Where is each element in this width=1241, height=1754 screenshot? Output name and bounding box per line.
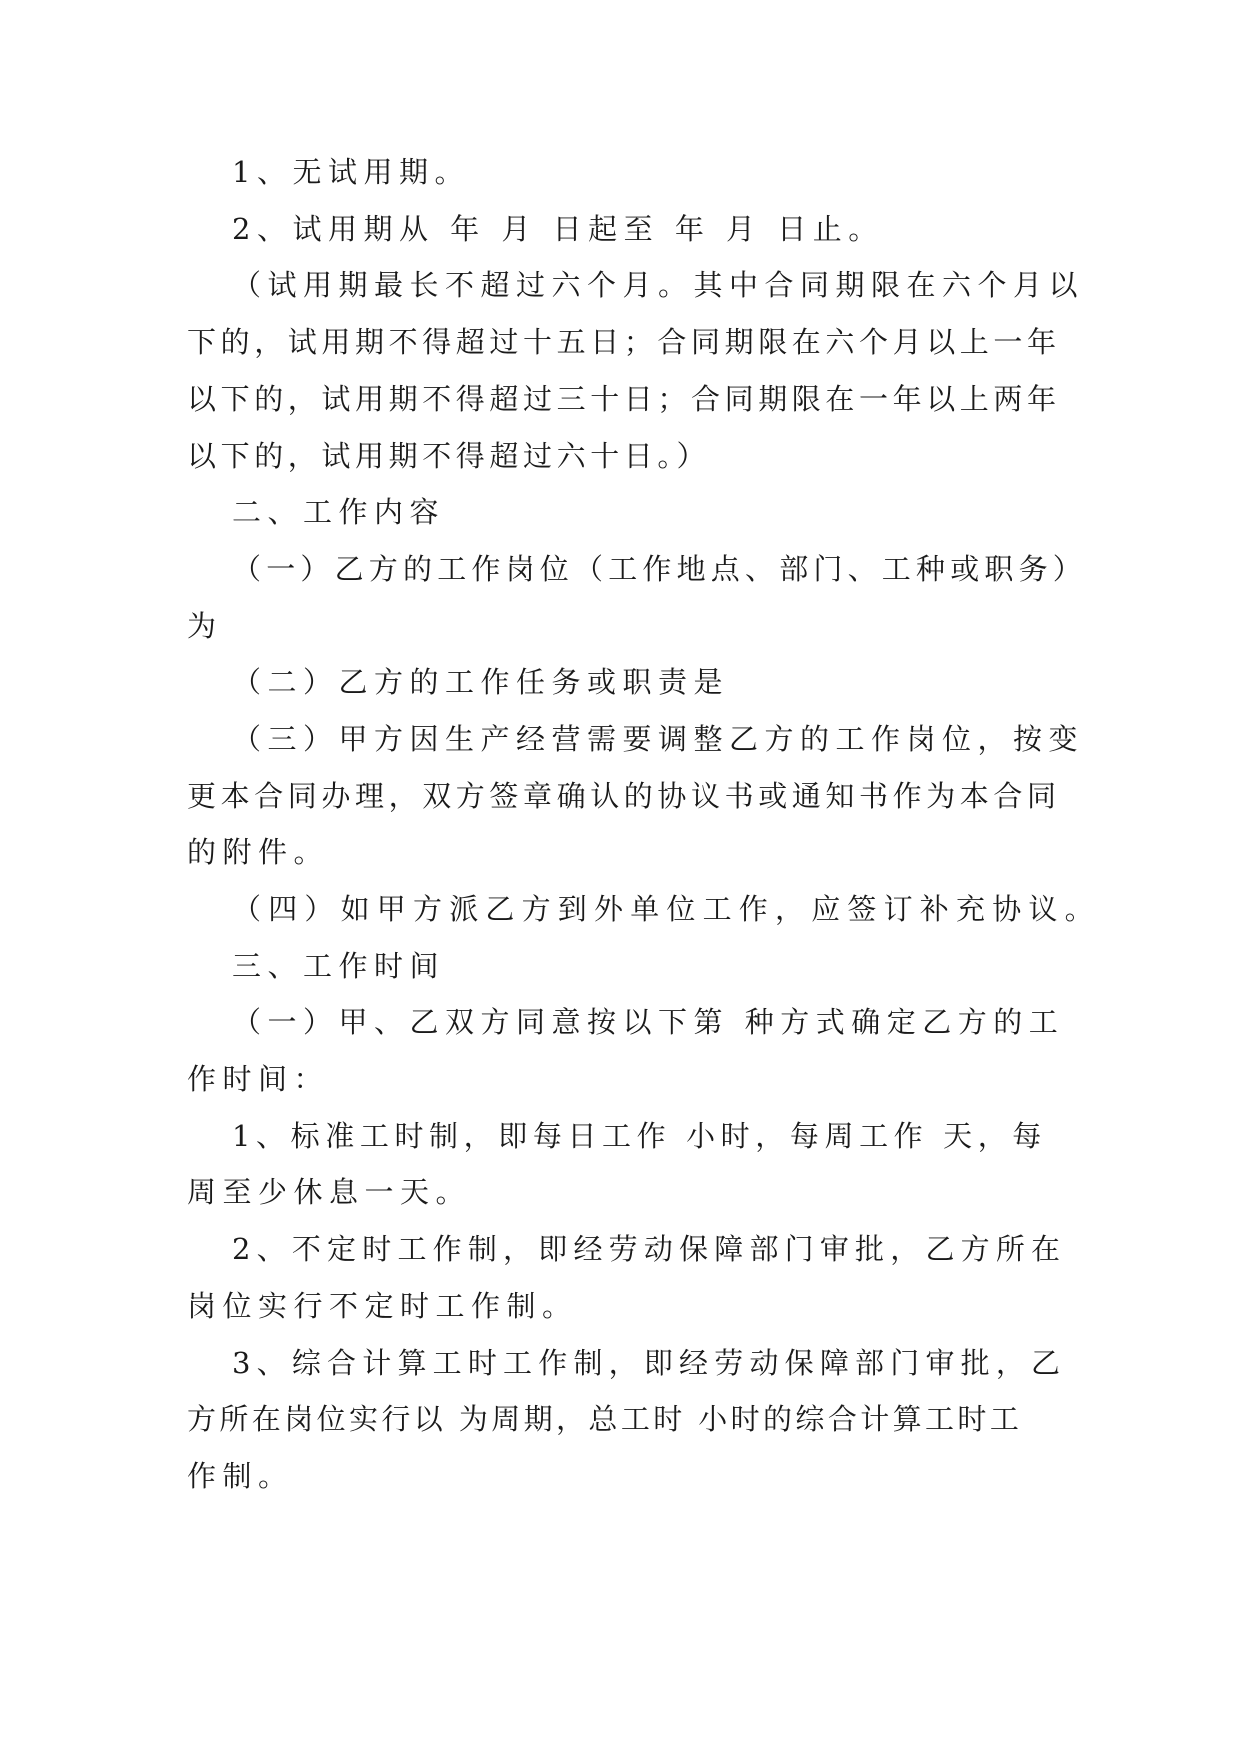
- text-line: 方所在岗位实行以 为周期，总工时 小时的综合计算工时工: [187, 1402, 1023, 1436]
- text-line: 作制。: [187, 1459, 294, 1493]
- section-heading: 二、工作内容: [232, 495, 446, 529]
- text-line: 2、试用期从 年 月 日起至 年 月 日止。: [232, 212, 884, 246]
- text-line: 2、不定时工作制，即经劳动保障部门审批，乙方所在: [232, 1232, 1067, 1266]
- text-line: 为: [187, 609, 223, 643]
- text-line: 以下的，试用期不得超过六十日。）: [187, 439, 711, 473]
- text-line: 的附件。: [187, 835, 330, 869]
- text-line: 1、无试用期。: [232, 155, 470, 189]
- text-line: 以下的，试用期不得超过三十日；合同期限在一年以上两年: [187, 382, 1061, 416]
- text-line: （一）乙方的工作岗位（工作地点、部门、工种或职务）: [232, 552, 1088, 586]
- text-line: （三）甲方因生产经营需要调整乙方的工作岗位，按变: [232, 722, 1085, 756]
- text-line: 岗位实行不定时工作制。: [187, 1289, 578, 1323]
- text-line: 周至少休息一天。: [187, 1175, 472, 1209]
- text-line: （二）乙方的工作任务或职责是: [232, 665, 730, 699]
- text-line: 3、综合计算工时工作制，即经劳动保障部门审批，乙: [232, 1346, 1067, 1380]
- text-line: （四）如甲方派乙方到外单位工作，应签订补充协议。: [232, 892, 1101, 926]
- text-line: 作时间：: [187, 1062, 330, 1096]
- section-heading: 三、工作时间: [232, 949, 446, 983]
- text-line: 1、标准工时制，即每日工作 小时，每周工作 天，每: [232, 1119, 1047, 1153]
- text-line: （一）甲、乙双方同意按以下第 种方式确定乙方的工: [232, 1005, 1065, 1039]
- text-line: 更本合同办理，双方签章确认的协议书或通知书作为本合同: [187, 779, 1061, 813]
- text-line: 下的，试用期不得超过十五日；合同期限在六个月以上一年: [187, 325, 1061, 359]
- text-line: （试用期最长不超过六个月。其中合同期限在六个月以: [232, 268, 1085, 302]
